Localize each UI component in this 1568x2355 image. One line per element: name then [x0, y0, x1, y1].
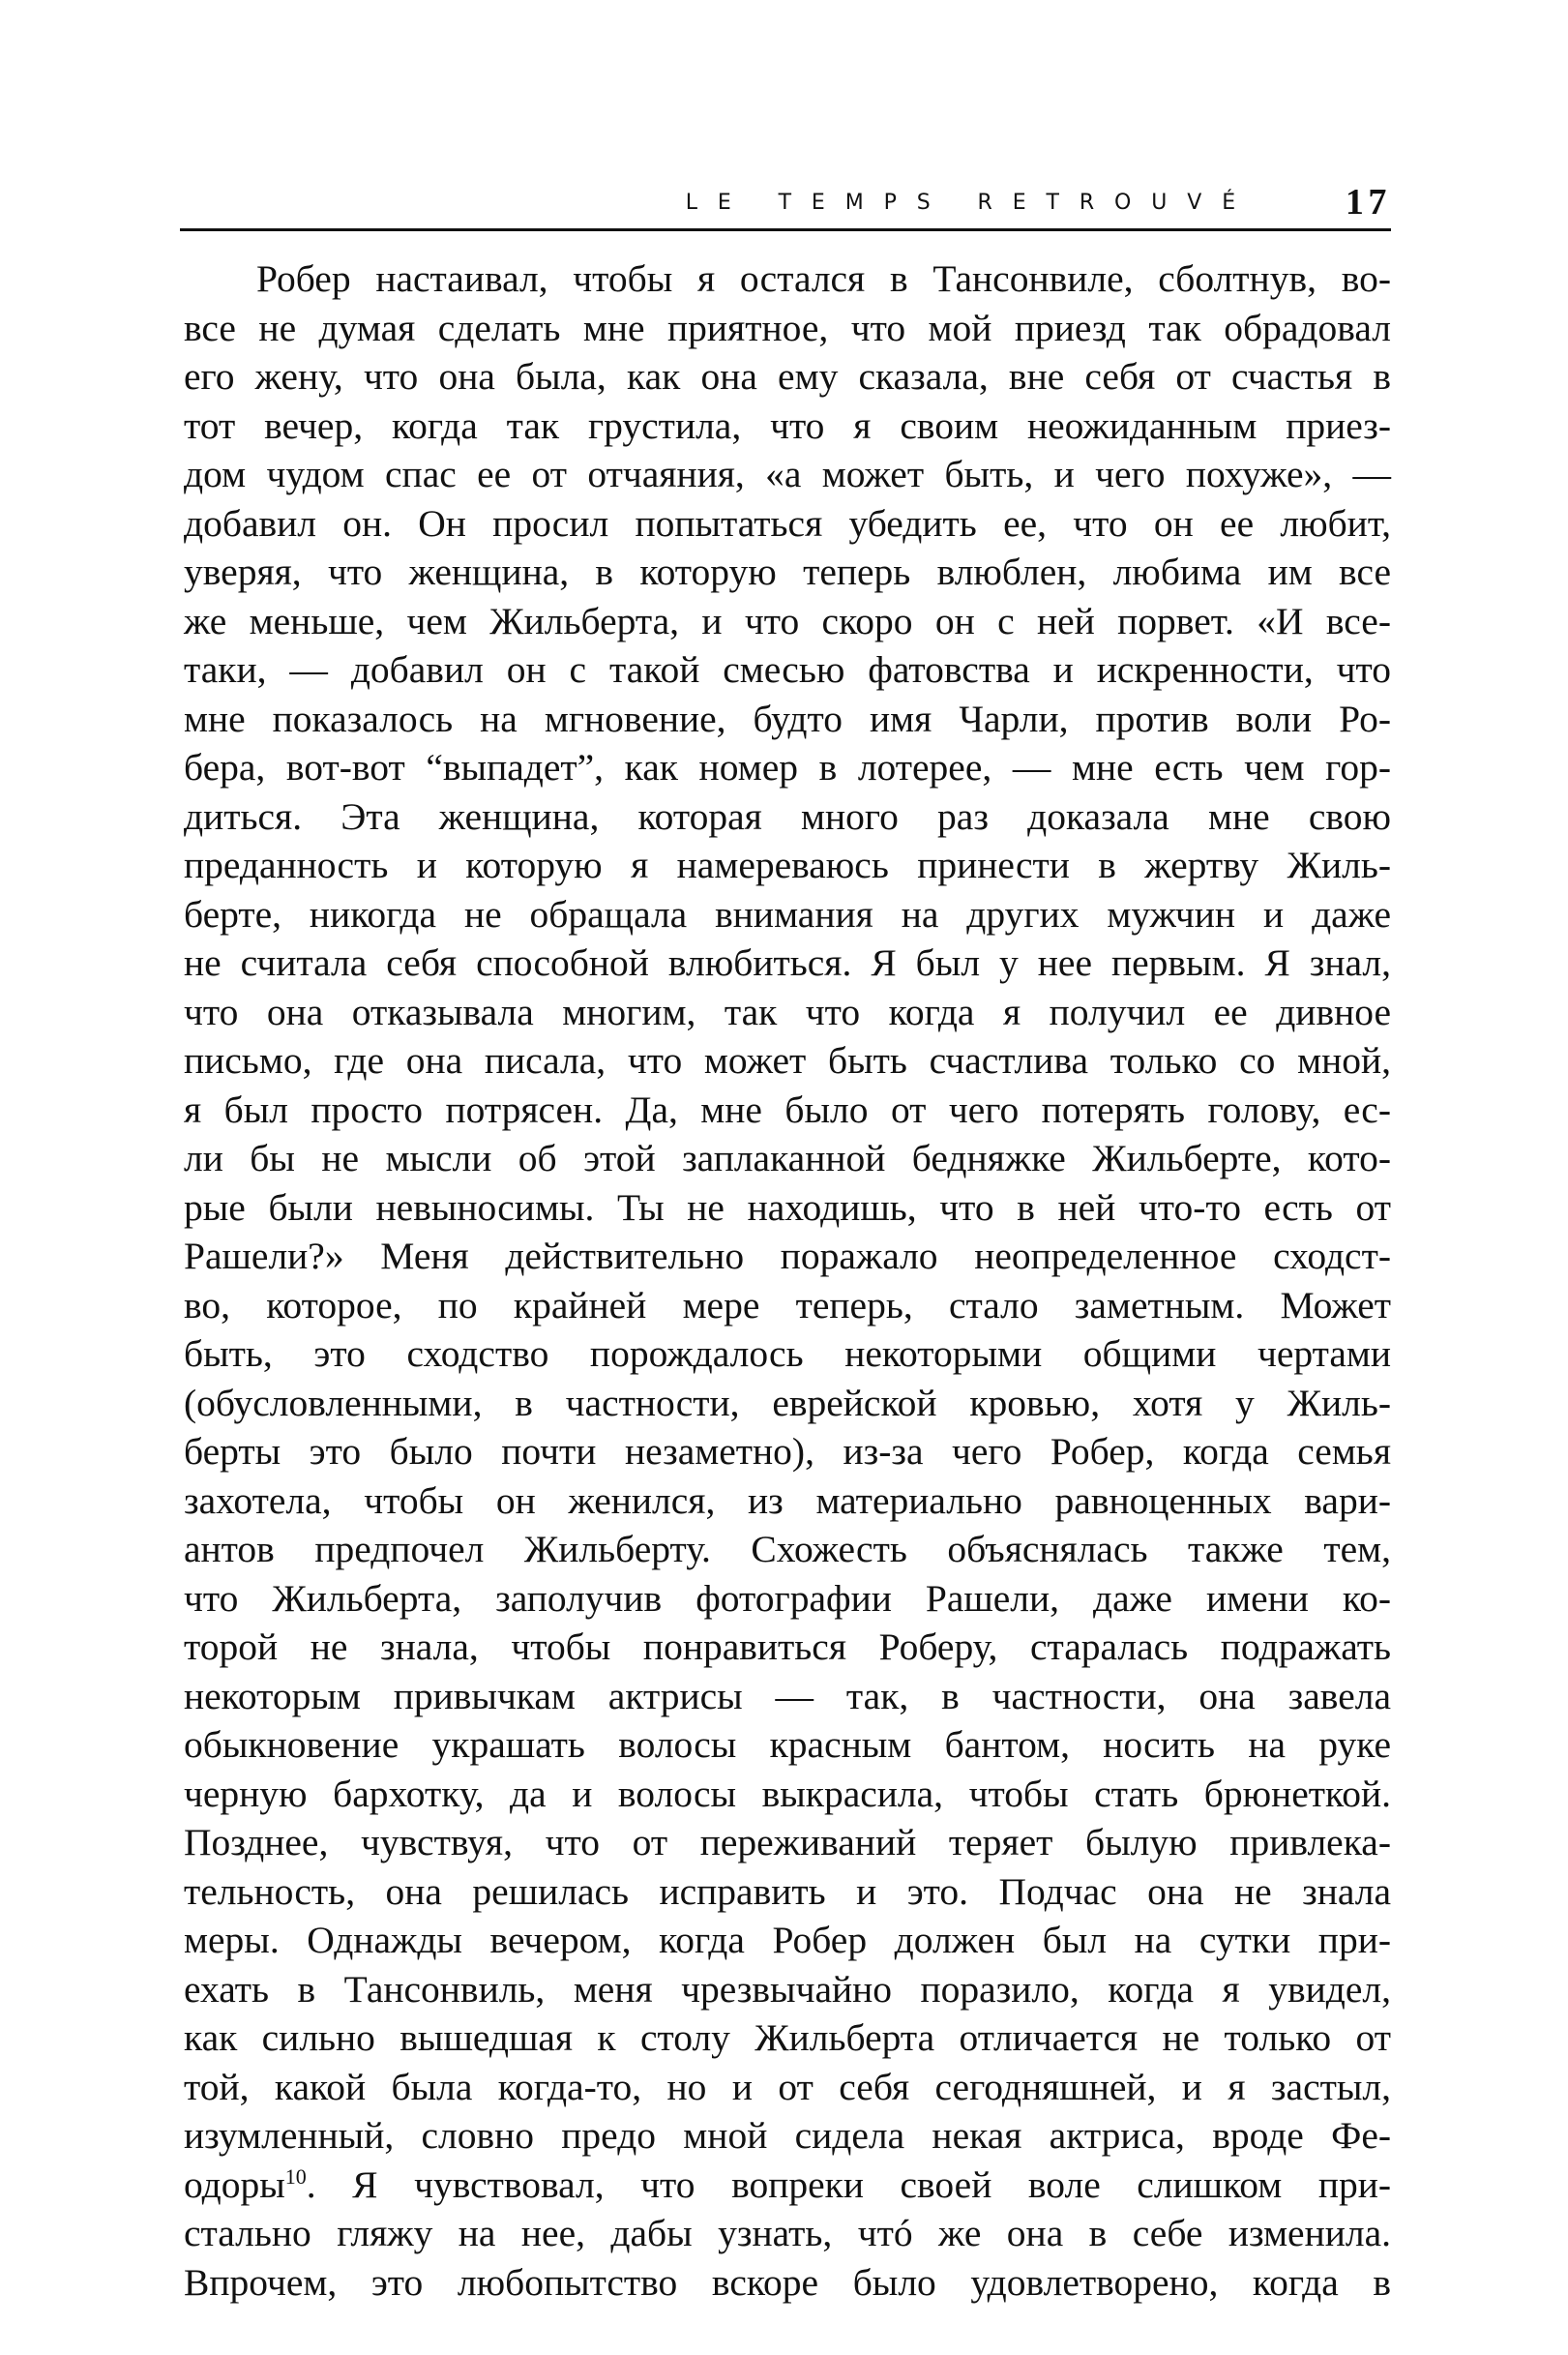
page-number: 17 [1345, 182, 1391, 223]
text-line: захотела, чтобы он женился, из материально равноценных вари- [184, 1478, 1391, 1522]
text-line: тот вечер, когда так грустила, что я своим неожиданным приез- [184, 403, 1391, 447]
text-line: ехать в Тансонвиль, меня чрезвычайно поразило, когда я увидел, [184, 1967, 1391, 2011]
text-line: той, какой была когда-то, но и от себя сегодняшней, и я застыл, [184, 2065, 1391, 2108]
text-line: что Жильберта, заполучив фотографии Рашели, даже имени ко- [184, 1576, 1391, 1620]
text-line: изумленный, словно предо мной сидела некая актриса, вроде Фе- [184, 2114, 1391, 2157]
text-fragment: одоры [184, 2162, 285, 2206]
text-line: что она отказывала многим, так что когда я получил ее дивное [184, 990, 1391, 1033]
running-header [180, 182, 1391, 231]
text-line: Позднее, чувствуя, что от переживаний теряет былую привлека- [184, 1821, 1391, 1863]
text-line: как сильно вышедшая к столу Жильберта отличается не только от [184, 2016, 1391, 2059]
text-line: ли бы не мысли об этой заплаканной бедняжке Жильберте, кото- [184, 1137, 1391, 1179]
text-line: уверяя, что женщина, в которую теперь влюблен, любима им все [184, 551, 1391, 593]
text-line: быть, это сходство порождалось некоторыми общими чертами [184, 1332, 1391, 1375]
text-line: бера, вот-вот “выпадет”, как номер в лотерее, — мне есть чем гор- [184, 746, 1391, 789]
text-line: таки, — добавил он с такой смесью фатовства и искренности, что [184, 648, 1391, 691]
text-line: диться. Эта женщина, которая много раз доказала мне свою [184, 794, 1391, 838]
text-line: же меньше, чем Жильберта, и что скоро он с ней порвет. «И все- [184, 599, 1391, 642]
text-line: (обусловленными, в частности, еврейской кровью, хотя у Жиль- [184, 1381, 1391, 1424]
text-line: меры. Однажды вечером, когда Робер должен был на сутки при- [184, 1919, 1391, 1961]
text-line: берты это было почти незаметно), из-за чего Робер, когда семья [184, 1430, 1391, 1473]
footnote-reference[interactable]: 10 [284, 2163, 307, 2189]
text-line: его жену, что она была, как она ему сказала, вне себя от счастья в [184, 355, 1391, 398]
text-line: добавил он. Он просил попытаться убедить ее, что он ее любит, [184, 501, 1391, 545]
text-fragment: . Я чувствовал, что вопреки своей воле слишком при- [306, 2162, 1391, 2206]
text-line: не считала себя способной влюбиться. Я был у нее первым. Я знал, [184, 941, 1391, 984]
text-line: преданность и которую я намереваюсь принести в жертву Жиль- [184, 844, 1391, 886]
text-line: некоторым привычкам актрисы — так, в частности, она завела [184, 1674, 1391, 1717]
text-line: Рашели?» Меня действительно поражало неопределенное сходст- [184, 1235, 1391, 1277]
text-line: антов предпочел Жильберту. Схожесть объяснялась также тем, [184, 1528, 1391, 1570]
text-line: во, которое, по крайней мере теперь, стало заметным. Может [184, 1283, 1391, 1327]
running-title: LE TEMPS RETROUVÉ [685, 191, 1256, 215]
text-line: Робер настаивал, чтобы я остался в Тансонвиле, сболтнув, во- [256, 257, 1391, 300]
text-line: черную бархотку, да и волосы выкрасила, чтобы стать брюнеткой. [184, 1772, 1391, 1815]
text-line: все не думая сделать мне приятное, что мой приезд так обрадовал [184, 306, 1391, 349]
text-line: рые были невыносимы. Ты не находишь, что в ней что-то есть от [184, 1185, 1391, 1229]
text-line: обыкновение украшать волосы красным бантом, носить на руке [184, 1723, 1391, 1766]
text-line: торой не знала, чтобы понравиться Роберу, старалась подражать [184, 1625, 1391, 1668]
text-line-with-footnote [184, 2161, 1391, 2210]
text-line: Впрочем, это любопытство вскоре было удовлетворено, когда в [184, 2260, 1391, 2304]
text-line: берте, никогда не обращала внимания на других мужчин и даже [184, 892, 1391, 936]
text-line: я был просто потрясен. Да, мне было от чего потерять голову, ес- [184, 1088, 1391, 1131]
text-line: мне показалось на мгновение, будто имя Чарли, против воли Ро- [184, 697, 1391, 740]
body-text [184, 254, 1391, 2307]
text-line: дом чудом спас ее от отчаяния, «а может быть, и чего похуже», — [184, 453, 1391, 495]
text-line: тельность, она решилась исправить и это. Подчас она не знала [184, 1869, 1391, 1913]
text-line: стально гляжу на нее, дабы узнать, чтó же она в себе изменила. [184, 2212, 1391, 2254]
text-line: письмо, где она писала, что может быть счастлива только со мной, [184, 1039, 1391, 1082]
